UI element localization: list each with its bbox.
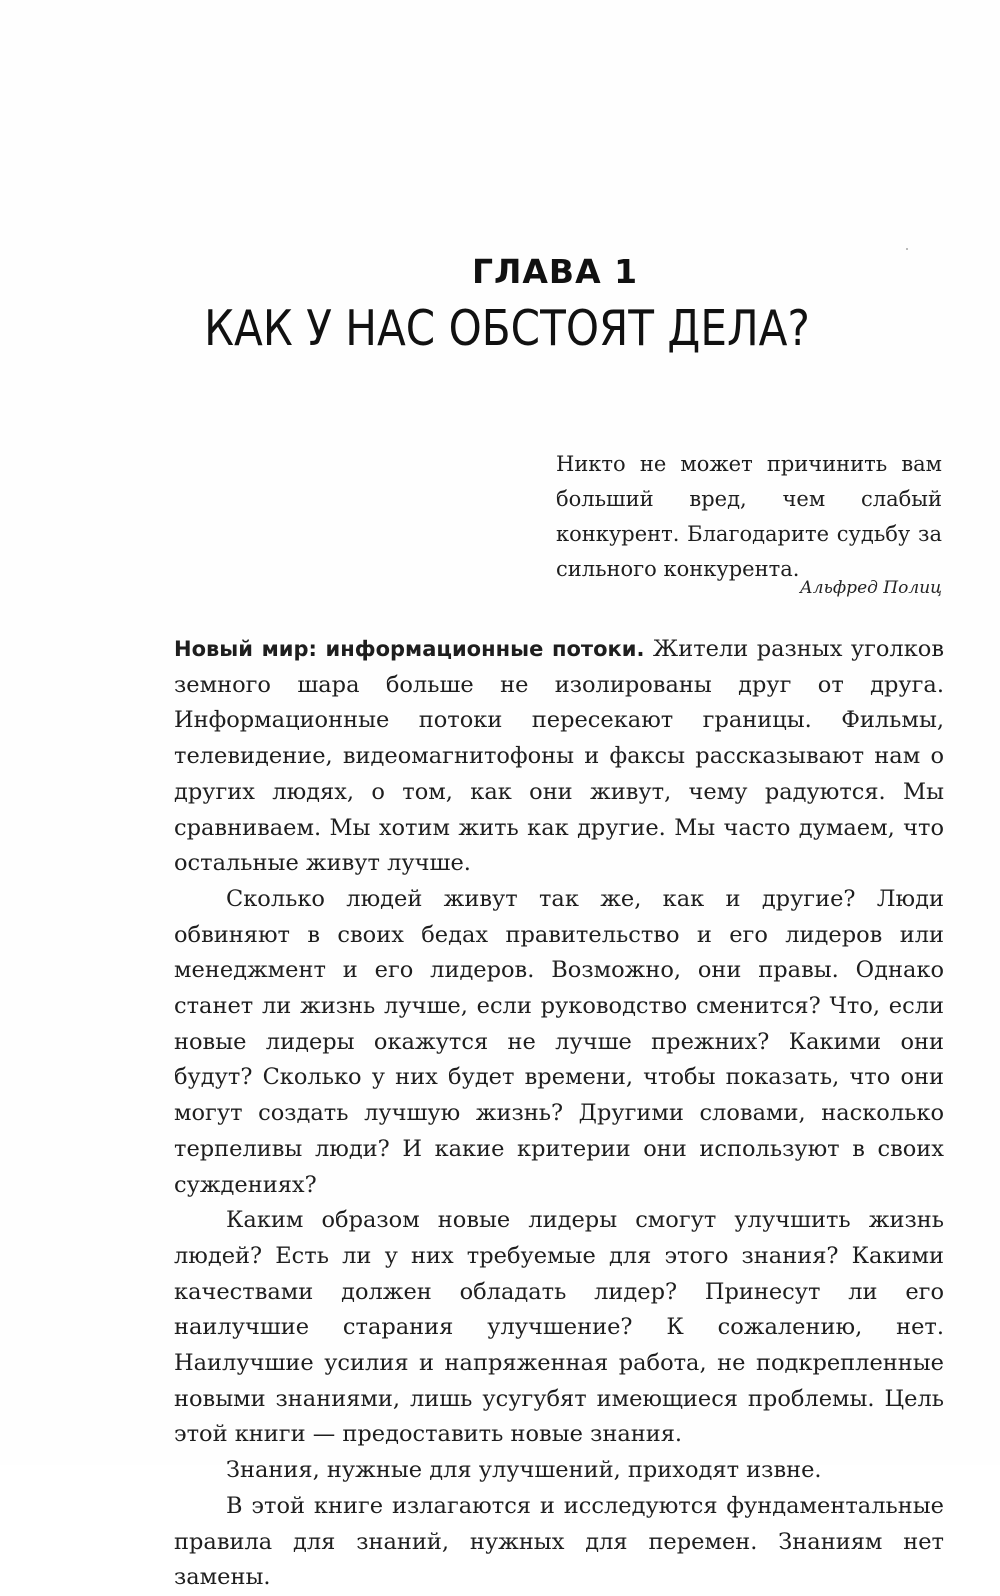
print-speck — [906, 248, 908, 250]
paragraph-2: Сколько людей живут так же, как и другие? Люди обвиняют в своих бедах правительство и его лидеров или менеджмент и его лидеров. Возможно, они правы. Однако станет ли жизнь лучше, если руководство сменится? Что, если новые лидеры окажутся не лучше прежних? Какими они будут? Сколько у них будет времени, чтобы показать, что они могут создать лучшую жизнь? Другими словами, насколько терпеливы люди? И какие критерии они используют в своих суждениях? — [174, 885, 944, 1198]
paragraph-1-text: Жители разных уголков земного шара больше не изолированы друг от друга. Информационные потоки пересекают границы. Фильмы, телевидение, видеомагнитофоны и факсы рассказывают нам о других людях, о том, как они живут, чему радуются. Мы сравниваем. Мы хотим жить как другие. Мы часто думаем, что остальные живут лучше. — [174, 636, 944, 877]
paragraph-3: Каким образом новые лидеры смогут улучшить жизнь людей? Есть ли у них требуемые для этого знания? Какими качествами должен обладать лидер? Принесут ли его наилучшие старания улучшение? К сожалению, нет. Наилучшие усилия и напряженная работа, не подкрепленные новыми знаниями, лишь усугубят имеющиеся проблемы. Цель этой книги — предоставить новые знания. — [174, 1207, 944, 1448]
chapter-label: ГЛАВА 1 — [471, 252, 639, 291]
paragraph-5: В этой книге излагаются и исследуются фундаментальные правила для знаний, нужных для перемен. Знаниям нет замены. — [174, 1492, 944, 1591]
lead-heading: Новый мир: информационные потоки. — [174, 637, 645, 661]
epigraph-author: Альфред Полиц — [799, 578, 942, 598]
body-text — [174, 632, 944, 1596]
chapter-title: КАК У НАС ОБСТОЯТ ДЕЛА? — [204, 300, 810, 357]
paragraph-1 — [174, 632, 944, 882]
epigraph-quote: Никто не может причинить вам больший вред, чем слабый конкурент. Благодарите судьбу за сильного конкурента. — [556, 452, 942, 581]
paragraph-4: Знания, нужные для улучшений, приходят извне. — [226, 1457, 822, 1484]
